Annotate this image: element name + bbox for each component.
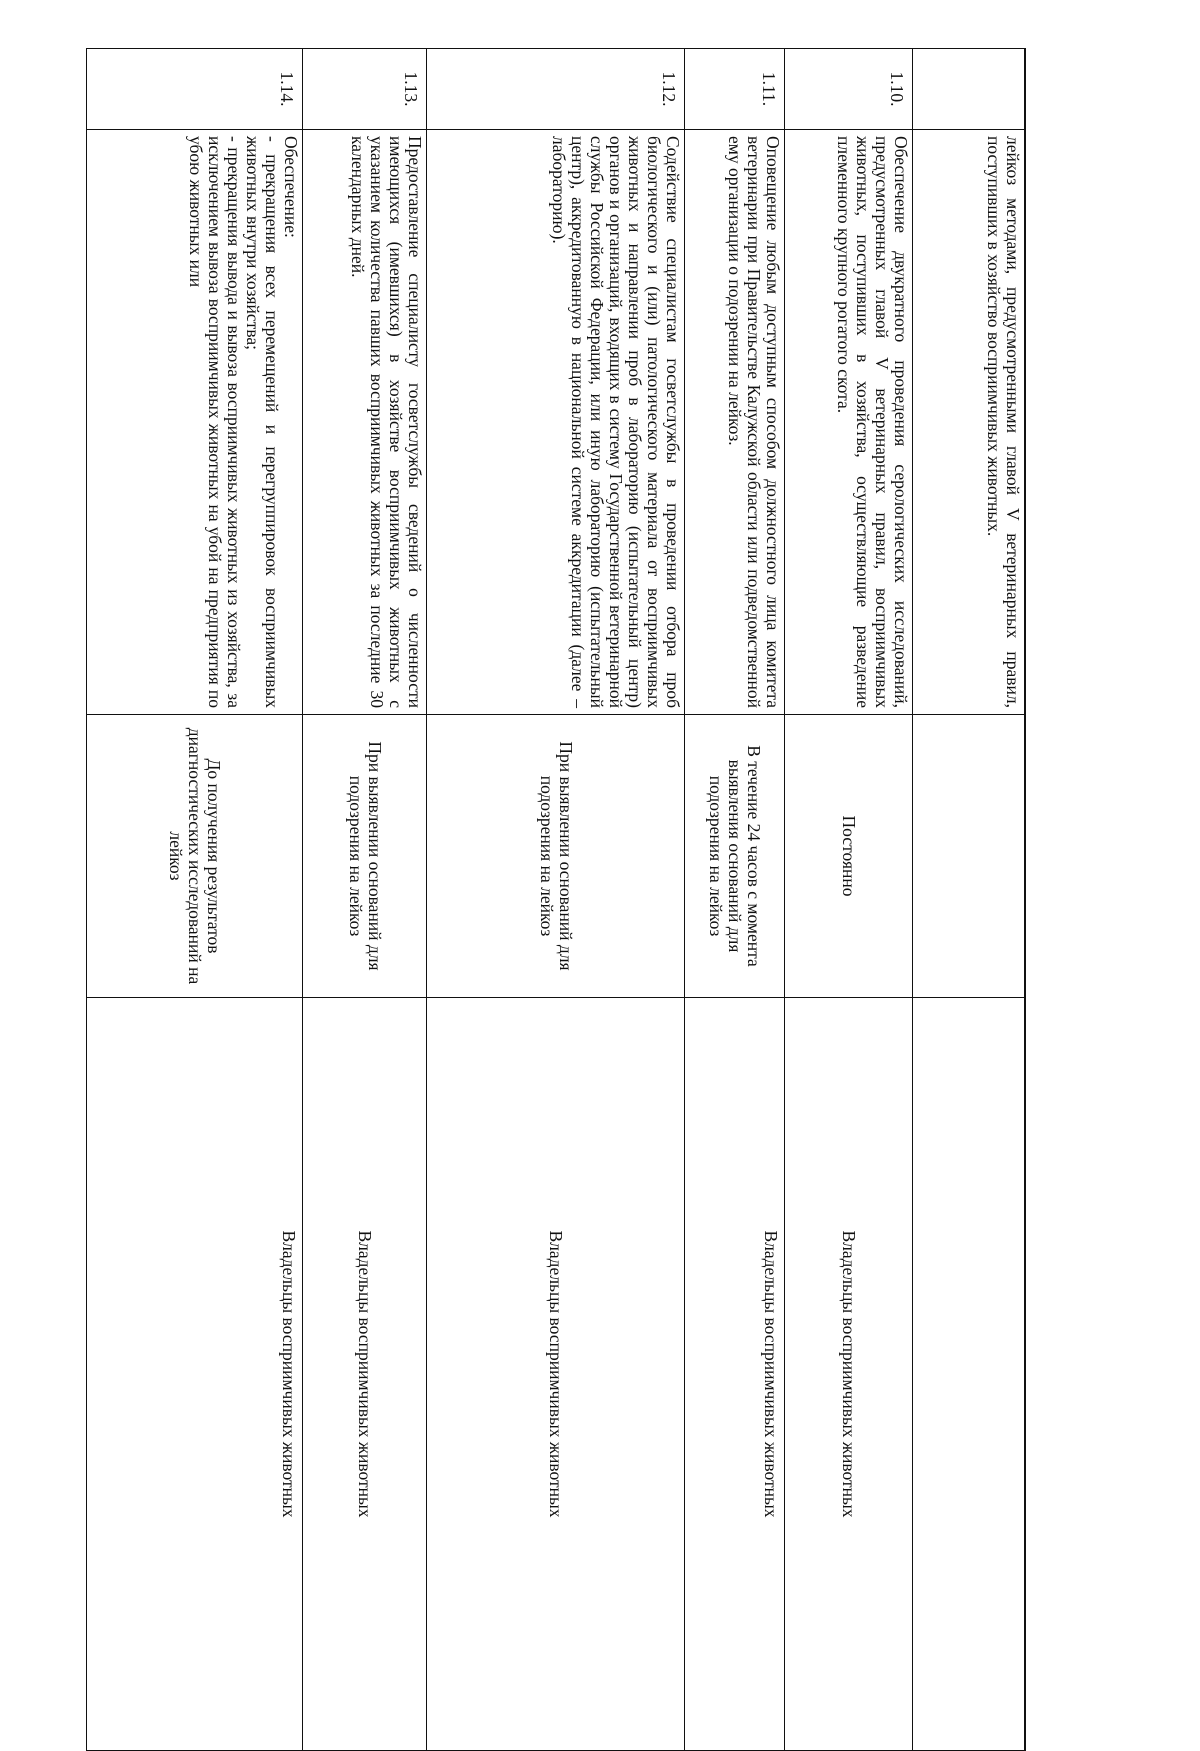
table-row (785, 49, 913, 1751)
text-line: - прекращения всех перемещений и перегруппировок восприимчивых животных внутри хозяйства; (243, 136, 283, 708)
measure-responsible: Владельцы восприимчивых животных (427, 998, 685, 1751)
rotated-table-container (81, 48, 1026, 1700)
measure-term: В течение 24 часов с момента выявления оснований для подозрения на лейкоз (685, 715, 785, 998)
table-row (913, 49, 1025, 1751)
text-line: - прекращения вывода и вывоза восприимчивых животных из хозяйства, за исключением вывоза восприимчивых животных на убой на предприятия по убою животных или (186, 136, 245, 708)
measure-term: При выявлении оснований для подозрения на лейкоз (427, 715, 685, 998)
row-number (913, 49, 1025, 130)
row-number: 1.14. (87, 49, 303, 130)
measure-term (913, 715, 1025, 998)
measure-text: Содействие специалистам госветслужбы в проведении отбора проб биологического и (или) патологического материала от восприимчивых животных и направлении проб в лабораторию (испытательный центр) органов и организаций, входящих в систему Государственной ветеринарной службы Российской Федерации, или иную лабораторию (испытательный центр), аккредитованную в национальной системе аккредитации (далее – лабораторию). (427, 130, 685, 715)
measure-term: До получения результатов диагностических исследований на лейкоз (87, 715, 303, 998)
row-number: 1.10. (785, 49, 913, 130)
measure-responsible: Владельцы восприимчивых животных (87, 998, 303, 1751)
measure-responsible: Владельцы восприимчивых животных (685, 998, 785, 1751)
measure-text: Предоставление специалисту госветслужбы сведений о численности имеющихся (имевшихся) в хозяйстве восприимчивых животных с указанием количества павших восприимчивых животных за последние 30 календарных дней. (303, 130, 427, 715)
measure-responsible: Владельцы восприимчивых животных (785, 998, 913, 1751)
table-row (303, 49, 427, 1751)
row-number: 1.12. (427, 49, 685, 130)
measure-text: Обеспечение двукратного проведения серологических исследований, предусмотренных главой V ветеринарных правил, восприимчивых животных, поступивших в хозяйства, осуществляющие разведение племенного крупного рогатого скота. (785, 130, 913, 715)
measure-responsible: Владельцы восприимчивых животных (303, 998, 427, 1751)
measure-responsible (913, 998, 1025, 1751)
measures-table (87, 48, 1027, 1751)
table-row (87, 49, 303, 1751)
measure-term: Постоянно (785, 715, 913, 998)
measure-term: При выявлении оснований для подозрения на лейкоз (303, 715, 427, 998)
text-line: Обеспечение: (281, 136, 302, 238)
table-row (427, 49, 685, 1751)
table-row (685, 49, 785, 1751)
measure-text: лейкоз методами, предусмотренными главой V ветеринарных правил, поступивших в хозяйство восприимчивых животных. (913, 130, 1025, 715)
row-number: 1.11. (685, 49, 785, 130)
row-number: 1.13. (303, 49, 427, 130)
measure-text: Оповещение любым доступным способом должностного лица комитета ветеринарии при Правительстве Калужской области или подведомственной ему организации о подозрении на лейкоз. (685, 130, 785, 715)
measure-text (87, 130, 303, 715)
